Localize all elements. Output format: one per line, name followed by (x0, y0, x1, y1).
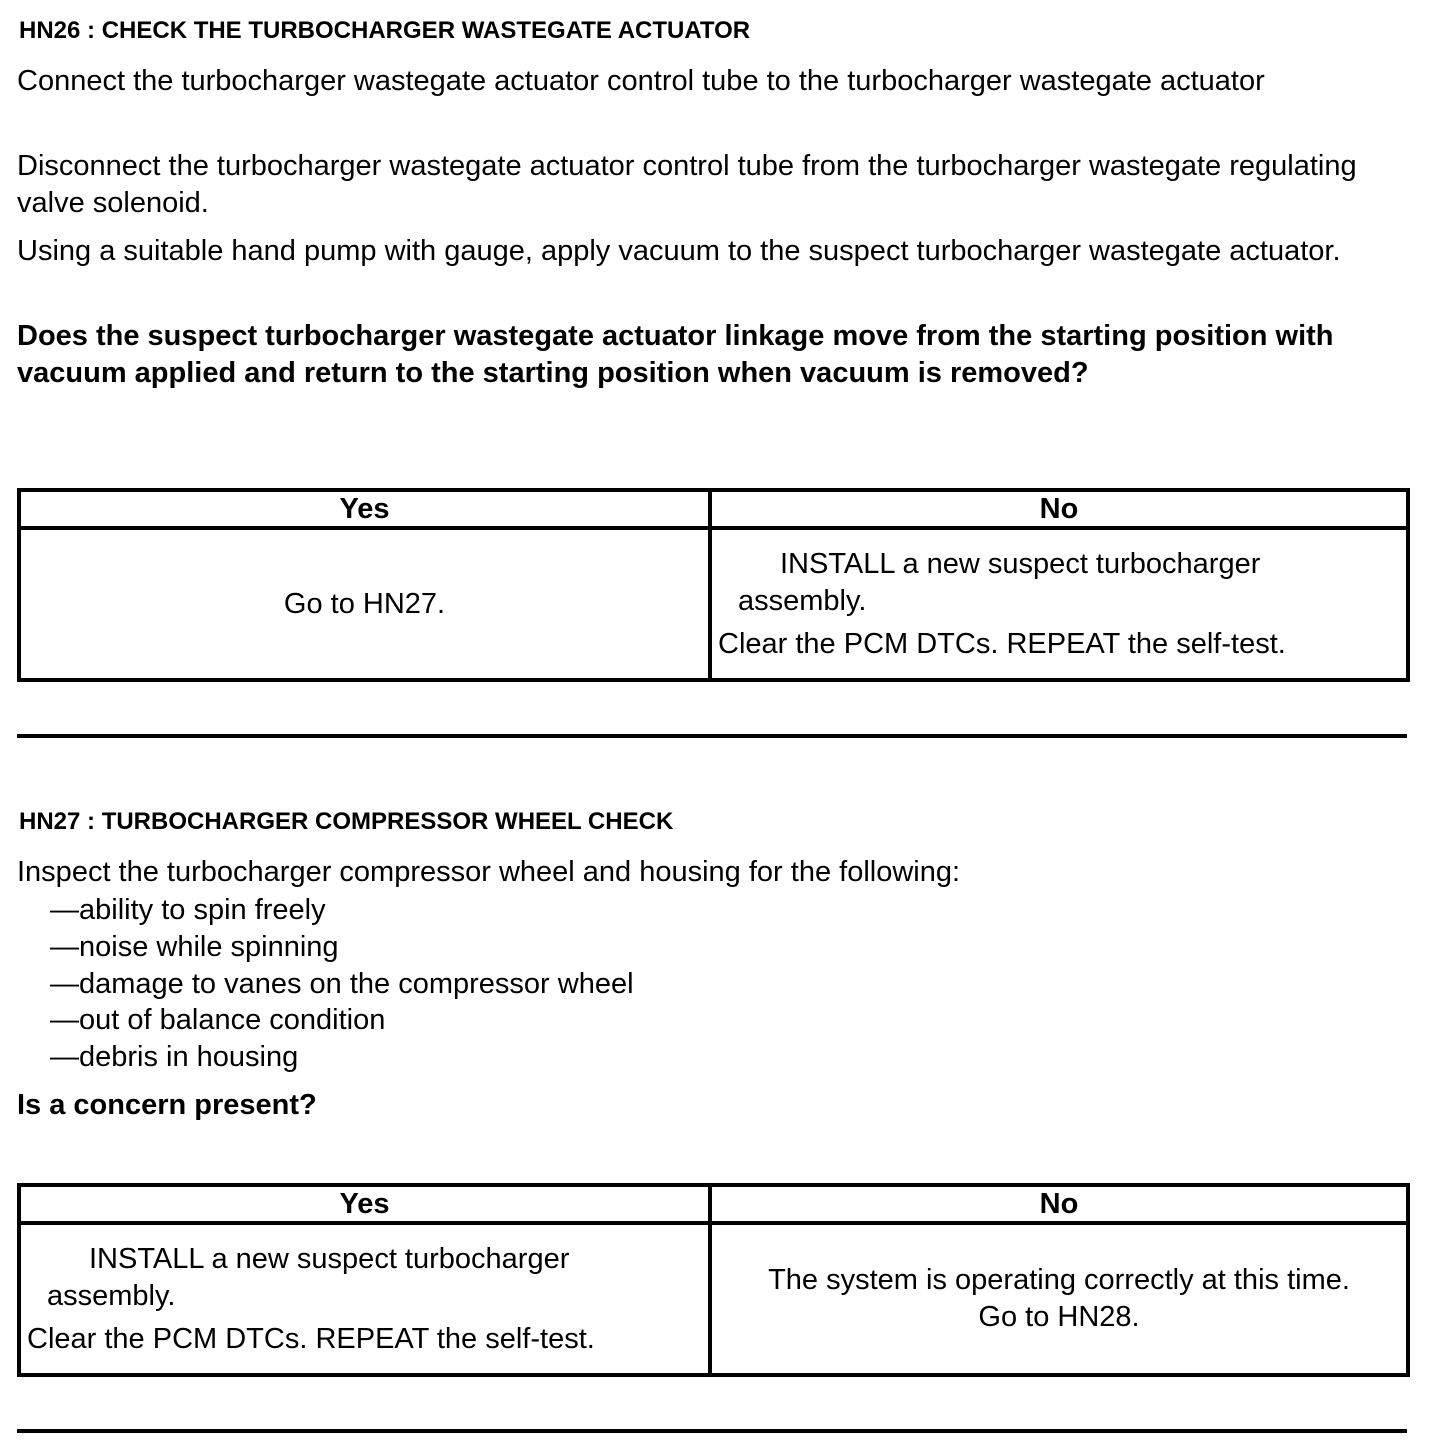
hn26-no-line-2: assembly. (738, 584, 867, 617)
hn27-yes-action (21, 1241, 708, 1358)
hn26-question: Does the suspect turbocharger wastegate actuator linkage move from the starting position with vacuum applied and return to the starting position when vacuum is removed? (17, 320, 1334, 389)
hn26-no-line-3: Clear the PCM DTCs. REPEAT the self-test. (718, 627, 1286, 660)
hn27-table-body-row (19, 1223, 1408, 1375)
hn26-table-body-row (19, 528, 1408, 680)
hn26-step-1: Connect the turbocharger wastegate actuator control tube to the turbocharger wastegate actuator (17, 65, 1265, 97)
hn27-no-line-2: Go to HN28. (978, 1301, 1140, 1333)
hn27-intro: Inspect the turbocharger compressor wheel and housing for the following: (17, 856, 961, 888)
hn27-list-item-1: —ability to spin freely (50, 894, 326, 926)
hn26-no-header: No (710, 490, 1408, 528)
hn26-result-table (17, 488, 1410, 682)
hn27-question: Is a concern present? (17, 1089, 317, 1121)
hn27-no-cell (710, 1223, 1408, 1375)
hn27-list-item-5: —debris in housing (50, 1041, 299, 1073)
hn26-title: HN26 : CHECK THE TURBOCHARGER WASTEGATE ACTUATOR (19, 17, 751, 44)
hn27-table-header-row (19, 1185, 1408, 1223)
hn26-table-header-row (19, 490, 1408, 528)
hn27-yes-cell (19, 1223, 710, 1375)
hn26-step-2: Disconnect the turbocharger wastegate actuator control tube from the turbocharger wastegate regulating valve solenoid. (17, 150, 1357, 219)
hn26-no-cell (710, 528, 1408, 680)
hn27-yes-line-3: Clear the PCM DTCs. REPEAT the self-test. (27, 1322, 595, 1355)
hn27-no-header: No (710, 1185, 1408, 1223)
hn27-yes-header: Yes (19, 1185, 710, 1223)
hn26-no-line-1: INSTALL a new suspect turbocharger (780, 547, 1261, 580)
hn27-result-table (17, 1183, 1410, 1377)
section-divider-2 (17, 1429, 1407, 1433)
hn27-yes-line-2: assembly. (47, 1279, 176, 1312)
hn26-yes-text: Go to HN27. (283, 587, 446, 620)
hn26-yes-cell (19, 528, 710, 680)
hn27-no-line-1: The system is operating correctly at this time. (768, 1264, 1350, 1296)
hn27-list-item-2: —noise while spinning (50, 931, 339, 963)
hn27-list-item-3: —damage to vanes on the compressor wheel (50, 968, 634, 1000)
hn26-yes-header: Yes (19, 490, 710, 528)
hn26-step-3: Using a suitable hand pump with gauge, apply vacuum to the suspect turbocharger wastegate actuator. (17, 235, 1341, 267)
hn26-no-action (712, 546, 1406, 663)
hn27-list-item-4: —out of balance condition (50, 1004, 386, 1036)
hn27-yes-line-1: INSTALL a new suspect turbocharger (89, 1242, 570, 1275)
hn27-title: HN27 : TURBOCHARGER COMPRESSOR WHEEL CHECK (19, 808, 674, 835)
section-divider-1 (17, 734, 1407, 738)
